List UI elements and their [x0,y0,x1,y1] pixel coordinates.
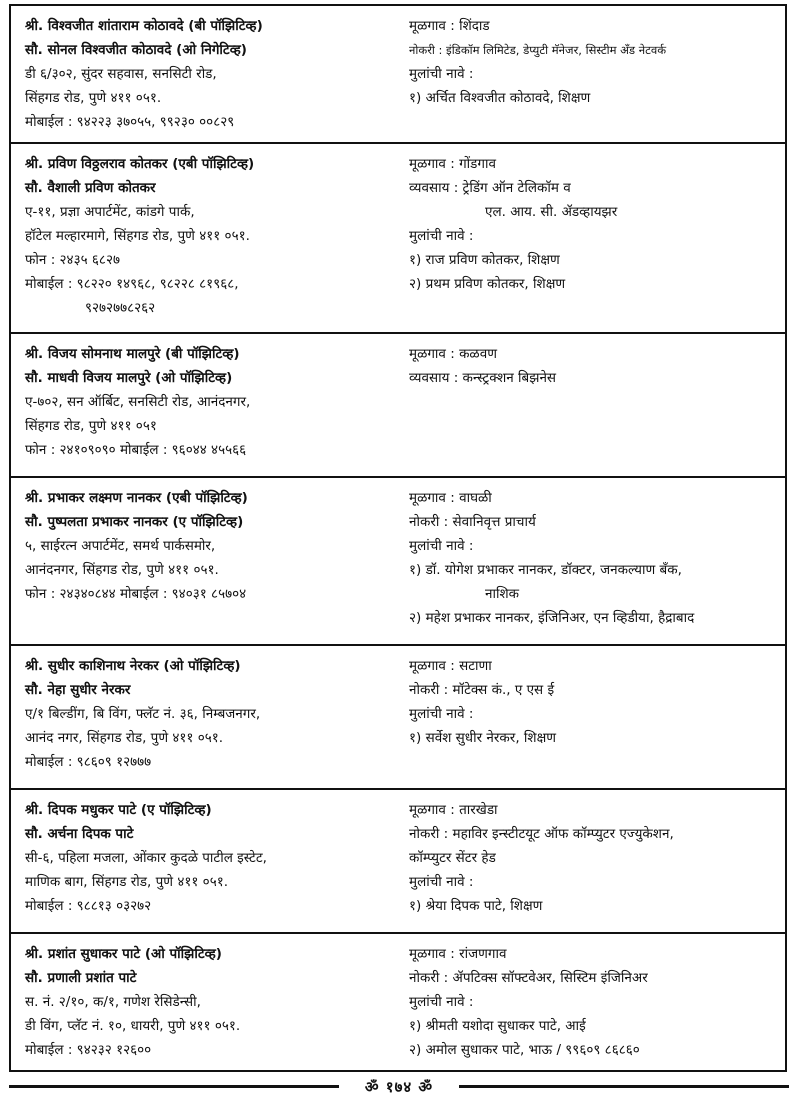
detail-line: १) श्रेया दिपक पाटे, शिक्षण [409,898,543,914]
contact-line: श्री. विश्वजीत शांताराम कोठावदे (बी पॉझिटिव्ह) [25,18,263,34]
detail-line: २) अमोल सुधाकर पाटे, भाऊ / ९९६०९ ८६८६० [409,1042,640,1058]
contact-line: मोबाईल : ९८८१३ ०३२७२ [25,898,152,914]
contact-line: फोन : २४३५ ६८२७ [25,252,120,268]
contact-line: सौ. नेहा सुधीर नेरकर [25,682,131,698]
family-entry [9,476,787,646]
contact-line: सौ. सोनल विश्वजीत कोठावदे (ओ निगेटिव्ह) [25,42,247,58]
contact-line: डी ६/३०२, सुंदर सहवास, सनसिटी रोड, [25,66,217,82]
detail-line: मुलांची नावे : [409,66,474,82]
contact-line: सौ. प्रणाली प्रशांत पाटे [25,970,137,986]
detail-line: मुलांची नावे : [409,706,474,722]
contact-line: ए-७०२, सन ऑर्बिट, सनसिटी रोड, आनंदनगर, [25,394,251,410]
origin-and-occupation [409,342,784,390]
detail-line: मूळगाव : शिंदाड [409,18,490,34]
origin-and-occupation [409,486,784,630]
contact-line: ५, साईरत्न अपार्टमेंट, समर्थ पार्कसमोर, [25,538,216,554]
origin-and-occupation [409,654,784,750]
detail-line: १) श्रीमती यशोदा सुधाकर पाटे, आई [409,1018,586,1034]
contact-line: आनंद नगर, सिंहगड रोड, पुणे ४११ ०५१. [25,730,224,746]
page-footer [9,1072,789,1102]
contact-line: सिंहगड रोड, पुणे ४११ ०५१ [25,418,157,434]
contact-line: सौ. वैशाली प्रविण कोतकर [25,180,156,196]
footer-rule-right [459,1085,789,1088]
contact-details [25,152,395,320]
contact-line: सौ. अर्चना दिपक पाटे [25,826,134,842]
detail-line: नोकरी : सेवानिवृत्त प्राचार्य [409,514,536,530]
contact-line: मोबाईल : ९८२२० १४९६८, ९८२२८ ८१९६८, [25,276,239,292]
detail-line: नोकरी : मॉटेक्स कं., ए एस ई [409,682,555,698]
detail-line: व्यवसाय : ट्रेडिंग ऑन टेलिकॉम व [409,180,571,196]
origin-and-occupation [409,942,784,1062]
contact-details [25,342,395,462]
contact-line: मोबाईल : ९४२३२ १२६०० [25,1042,152,1058]
contact-line: सौ. पुष्पलता प्रभाकर नानकर (ए पॉझिटिव्ह) [25,514,244,530]
family-entry [9,644,787,790]
contact-line: ए/१ बिल्डींग, बि विंग, फ्लॅट नं. ३६, निम्बजनगर, [25,706,261,722]
contact-line: सौ. माधवी विजय मालपुरे (ओ पॉझिटिव्ह) [25,370,233,386]
detail-line: नोकरी : महाविर इन्स्टीटयूट ऑफ कॉम्प्युटर एज्युकेशन, [409,826,674,842]
family-entry [9,142,787,334]
detail-line: २) प्रथम प्रविण कोतकर, शिक्षण [409,276,566,292]
family-entry [9,788,787,934]
contact-line: माणिक बाग, सिंहगड रोड, पुणे ४११ ०५१. [25,874,229,890]
contact-line: डी विंग, प्लॅट नं. १०, धायरी, पुणे ४११ ०५१. [25,1018,241,1034]
contact-details [25,14,395,134]
contact-line: सी-६, पहिला मजला, ओंकार कुदळे पाटील इस्टेट, [25,850,267,866]
contact-line: सिंहगड रोड, पुणे ४११ ०५१. [25,90,162,106]
contact-line: श्री. विजय सोमनाथ मालपुरे (बी पॉझिटिव्ह) [25,346,240,362]
detail-line: एल. आय. सी. ॲडव्हायझर [485,204,618,220]
detail-line: १) डॉ. योगेश प्रभाकर नानकर, डॉक्टर, जनकल्याण बँक, [409,562,682,578]
contact-line: फोन : २४१०९०९० मोबाईल : ९६०४४ ४५५६६ [25,442,247,458]
contact-line: श्री. प्रभाकर लक्ष्मण नानकर (एबी पॉझिटिव्ह) [25,490,248,506]
detail-line: २) महेश प्रभाकर नानकर, इंजिनिअर, एन व्हिडीया, हैद्राबाद [409,610,695,626]
detail-line: नोकरी : ॲपटिक्स सॉफ्टवेअर, सिस्टिम इंजिनिअर [409,970,648,986]
contact-details [25,798,395,918]
detail-line: मूळगाव : गोंडगाव [409,156,496,172]
contact-line: आनंदनगर, सिंहगड रोड, पुणे ४११ ०५१. [25,562,219,578]
detail-line: नाशिक [485,586,520,602]
detail-line: १) अर्चित विश्वजीत कोठावदे, शिक्षण [409,90,591,106]
contact-line: श्री. प्रविण विठ्ठलराव कोतकर (एबी पॉझिटिव्ह) [25,156,255,172]
footer-rule-left [9,1085,339,1088]
contact-line: मोबाईल : ९८६०९ १२७७७ [25,754,152,770]
detail-line: मूळगाव : सटाणा [409,658,492,674]
detail-line: १) राज प्रविण कोतकर, शिक्षण [409,252,560,268]
detail-line: मूळगाव : रांजणगाव [409,946,507,962]
origin-and-occupation [409,152,784,296]
page-number: ॐ १७४ ॐ [364,1078,434,1096]
detail-line: मुलांची नावे : [409,874,474,890]
contact-line: श्री. सुधीर काशिनाथ नेरकर (ओ पॉझिटिव्ह) [25,658,241,674]
contact-details [25,654,395,774]
family-entry [9,4,787,144]
detail-line: कॉम्प्युटर सेंटर हेड [409,850,496,866]
contact-line: स. नं. २/१०, क/१, गणेश रेसिडेन्सी, [25,994,201,1010]
contact-line: ९२७२७७८२६२ [85,300,156,316]
contact-line: हॉटेल मल्हारमागे, सिंहगड रोड, पुणे ४११ ०५१. [25,228,250,244]
contact-details [25,942,395,1062]
family-entry [9,332,787,478]
detail-line: मूळगाव : तारखेडा [409,802,498,818]
origin-and-occupation [409,14,784,110]
contact-line: फोन : २४३४०८४४ मोबाईल : ९४०३१ ८५७०४ [25,586,247,602]
detail-line: व्यवसाय : कन्स्ट्रक्शन बिझनेस [409,370,557,386]
detail-line: नोकरी : इंडिकॉम लिमिटेड, डेप्युटी मॅनेजर, सिस्टीम ॲंड नेटवर्क [409,43,667,57]
detail-line: मुलांची नावे : [409,538,474,554]
origin-and-occupation [409,798,784,918]
detail-line: मूळगाव : कळवण [409,346,497,362]
detail-line: मुलांची नावे : [409,228,474,244]
detail-line: १) सर्वेश सुधीर नेरकर, शिक्षण [409,730,557,746]
contact-line: मोबाईल : ९४२२३ ३७०५५, ९९२३० ००८२९ [25,114,235,130]
detail-line: मूळगाव : वाघळी [409,490,492,506]
contact-line: श्री. दिपक मधुकर पाटे (ए पॉझिटिव्ह) [25,802,212,818]
contact-line: श्री. प्रशांत सुधाकर पाटे (ओ पॉझिटिव्ह) [25,946,222,962]
detail-line: मुलांची नावे : [409,994,474,1010]
family-entry [9,932,787,1072]
contact-line: ए-११, प्रज्ञा अपार्टमेंट, कांडगे पार्क, [25,204,195,220]
contact-details [25,486,395,606]
